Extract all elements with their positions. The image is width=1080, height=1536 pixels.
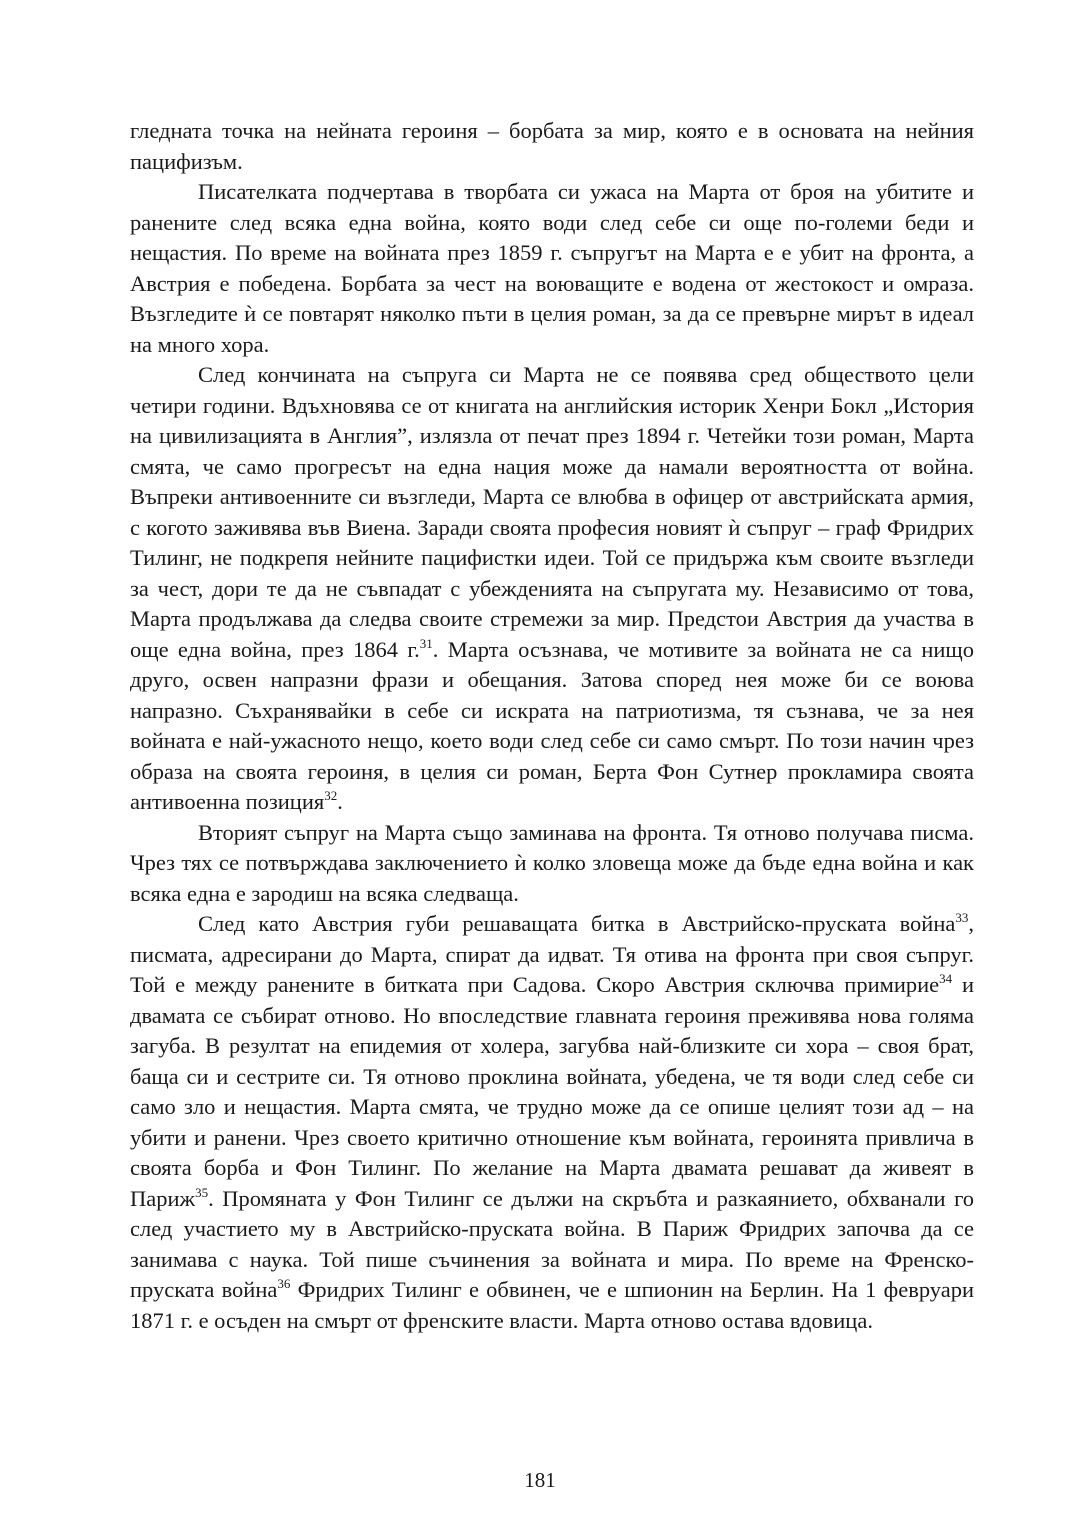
paragraph-2: Писателката подчертава в творбата си ужаса на Марта от броя на убитите и ранените след всяка една война, която води след себе си още по-големи беди и нещастия. По време на войната през 1859 г. съпругът на Марта е е убит на фронта, а Австрия е победена. Борбата за чест на воюващите е водена от жестокост и омраза. Възгледите ѝ се повтарят няколко пъти в целия роман, за да се превърне мирът в идеал на много хора. — [130, 179, 974, 357]
footnote-ref-35: 35 — [195, 1184, 209, 1200]
paragraph-4: Вторият съпруг на Марта също заминава на фронта. Тя отново получава писма. Чрез тях се потвърждава заключението ѝ колко зловеща може да бъде една война и как всяка една е зародиш на всяка следваща. — [130, 819, 974, 906]
paragraph-3-text-1: След кончината на съпруга си Марта не се появява сред обществото цели четири години. Вдъхновява се от книгата на английския историк Хенри Бокл „История на цивилизацията в Англия”, излязла от печат през 1894 г. Четейки този роман, Марта смята, че само прогресът на една нация може да намали вероятността от война. Въпреки антивоенните си възгледи, Марта се влюбва в офицер от австрийската армия, с когото заживява във Виена. Заради своята професия новият ѝ съпруг – граф Фридрих Тилинг, не подкрепя нейните пацифистки идеи. Той се придържа към своите възгледи за чест, дори те да не съвпадат с убежденията на съпругата му. Независимо от това, Марта продължава да следва своите стремежи за мир. Предстои Австрия да участва в още една война, през 1864 г. — [130, 362, 974, 662]
paragraph-5-text-3: и двамата се събират отново. Но впоследствие главната героиня преживява нова голяма загуба. В резултат на епидемия от холера, загубва най-близките си хора – своя брат, баща си и сестрите си. Тя отново проклина войната, убедена, че тя води след себе си само зло и нещастия. Марта смята, че трудно може да се опише целият този ад – на убити и ранени. Чрез своето критично отношение към войната, героинята привлича в своята борба и Фон Тилинг. По желание на Марта двамата решават да живеят в Париж — [130, 972, 974, 1211]
paragraph-3-text-3: . — [337, 789, 343, 814]
footnote-ref-36: 36 — [277, 1276, 291, 1291]
paragraph-3 — [130, 360, 974, 818]
footnote-ref-33: 33 — [955, 910, 969, 925]
paragraph-5-text-5: Фридрих Тилинг е обвинен, че е шпионин на Берлин. На 1 февруари 1871 г. е осъден на смърт от френските власти. Марта отново остава вдовица. — [130, 1277, 975, 1333]
paragraph-5-text-4: . Промяната у Фон Тилинг се дължи на скръбта и разкаянието, обхванали го след участието му в Австрийско-пруската война. В Париж Фридрих започва да се занимава с наука. Той пише съчинения за войната и мира. По време на Френско-пруската война — [130, 1185, 974, 1302]
paragraph-1: гледната точка на нейната героиня – борбата за мир, която е в основата на нейния пацифизъм. — [130, 118, 974, 174]
page-body — [130, 116, 974, 1336]
page-number: 181 — [524, 1468, 556, 1492]
paragraph-5-text-2: , писмата, адресирани до Марта, спират да идват. Тя отива на фронта при своя съпруг. Той е между ранените в битката при Садова. Скоро Австрия сключва примирие — [130, 911, 974, 997]
paragraph-5-text-1: След като Австрия губи решаващата битка в Австрийско-пруската война — [198, 911, 956, 936]
paragraph-3-text-2: . Марта осъзнава, че мотивите за войната не са нищо друго, освен напразни фрази и обещания. Затова според нея може би се воюва напразно. Съхранявайки в себе си искрата на патриотизма, тя съзнава, че за нея войната е най-ужасното нещо, което води след себе си само смърт. По този начин чрез образа на своята героиня, в целия си роман, Берта Фон Сутнер прокламира своята антивоенна позиция — [130, 636, 974, 814]
footnote-ref-31: 31 — [419, 635, 433, 651]
footnote-ref-34: 34 — [939, 971, 953, 986]
footnote-ref-32: 32 — [324, 788, 338, 803]
paragraph-5 — [130, 909, 974, 1336]
